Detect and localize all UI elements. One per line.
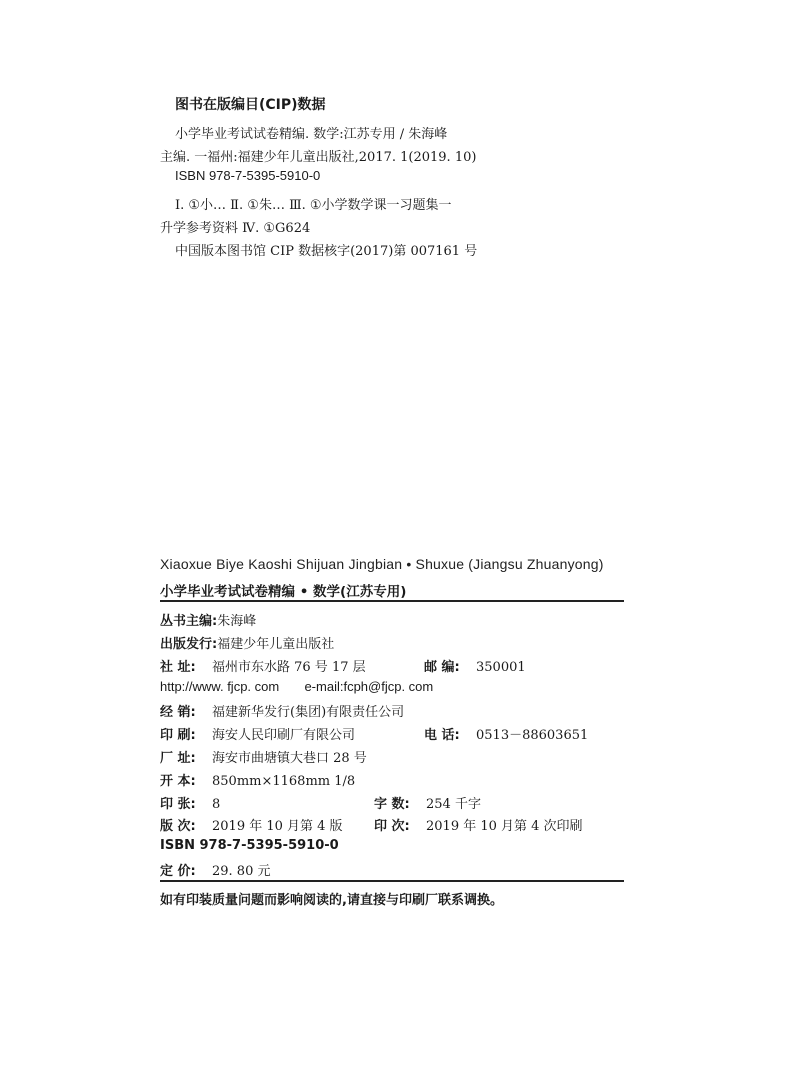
sheets-label: 印 张:	[160, 797, 196, 812]
address-row	[160, 656, 366, 675]
edition-label: 版 次:	[160, 819, 196, 834]
printer-label: 印 刷:	[160, 728, 196, 743]
words-label: 字 数:	[374, 797, 410, 812]
distributor-label: 经 销:	[160, 705, 196, 720]
price-label: 定 价:	[160, 864, 196, 879]
website-link[interactable]: http://www. fjcp. com	[160, 679, 280, 694]
cip-line-catalog-number: 中国版本图书馆 CIP 数据核字(2017)第 007161 号	[175, 244, 478, 259]
format-value: 850mm×1168mm 1/8	[212, 774, 356, 789]
series-editor-value: 朱海峰	[217, 614, 257, 629]
cip-line-title: 小学毕业考试试卷精编. 数学:江苏专用 / 朱海峰	[175, 127, 448, 142]
sheets-row	[160, 793, 220, 812]
factory-row	[160, 747, 367, 766]
address-value: 福州市东水路 76 号 17 层	[212, 660, 366, 675]
price-row	[160, 860, 270, 879]
contact-row	[160, 679, 433, 694]
publisher-row	[160, 633, 334, 652]
publisher-value: 福建少年儿童出版社	[217, 637, 335, 652]
sheets-value: 8	[212, 797, 221, 812]
price-value: 29. 80 元	[212, 864, 271, 879]
cip-line-isbn: ISBN 978-7-5395-5910-0	[175, 168, 321, 183]
distributor-value: 福建新华发行(集团)有限责任公司	[212, 705, 405, 720]
words-value: 254 千字	[426, 797, 481, 812]
edition-row	[160, 815, 343, 834]
pinyin-title: Xiaoxue Biye Kaoshi Shijuan Jingbian • Shuxue (Jiangsu Zhuanyong)	[160, 556, 604, 572]
phone-row	[424, 724, 588, 743]
impression-label: 印 次:	[374, 819, 410, 834]
bottom-rule	[160, 880, 624, 882]
impression-row	[374, 815, 583, 834]
format-row	[160, 770, 355, 789]
cip-line-classification-cont: 升学参考资料 Ⅳ. ①G624	[160, 221, 311, 236]
format-label: 开 本:	[160, 774, 196, 789]
factory-label: 厂 址:	[160, 751, 196, 766]
quality-notice: 如有印装质量问题而影响阅读的,请直接与印刷厂联系调换。	[160, 893, 503, 908]
series-editor-label: 丛书主编:	[160, 614, 218, 629]
words-row	[374, 793, 481, 812]
postcode-label: 邮 编:	[424, 660, 460, 675]
phone-value: 0513－88603651	[476, 728, 589, 743]
printer-row	[160, 724, 355, 743]
publisher-label: 出版发行:	[160, 637, 218, 652]
impression-value: 2019 年 10 月第 4 次印刷	[426, 819, 583, 834]
printer-value: 海安人民印刷厂有限公司	[212, 728, 356, 743]
cip-line-classification: Ⅰ. ①小… Ⅱ. ①朱… Ⅲ. ①小学数学课一习题集一	[175, 198, 452, 213]
distributor-row	[160, 701, 404, 720]
series-editor-row	[160, 610, 256, 629]
postcode-value: 350001	[476, 660, 526, 675]
phone-label: 电 话:	[424, 728, 460, 743]
postcode-row	[424, 656, 526, 675]
address-label: 社 址:	[160, 660, 196, 675]
edition-value: 2019 年 10 月第 4 版	[212, 819, 343, 834]
cip-line-editor: 主编. 一福州:福建少年儿童出版社,2017. 1(2019. 10)	[160, 150, 477, 165]
factory-value: 海安市曲塘镇大巷口 28 号	[212, 751, 367, 766]
email-link[interactable]: e-mail:fcph@fjcp. com	[304, 679, 434, 694]
isbn: ISBN 978-7-5395-5910-0	[160, 838, 339, 853]
book-title: 小学毕业考试试卷精编 • 数学(江苏专用)	[160, 584, 407, 600]
title-rule	[160, 600, 624, 602]
cip-title: 图书在版编目(CIP)数据	[175, 97, 326, 113]
